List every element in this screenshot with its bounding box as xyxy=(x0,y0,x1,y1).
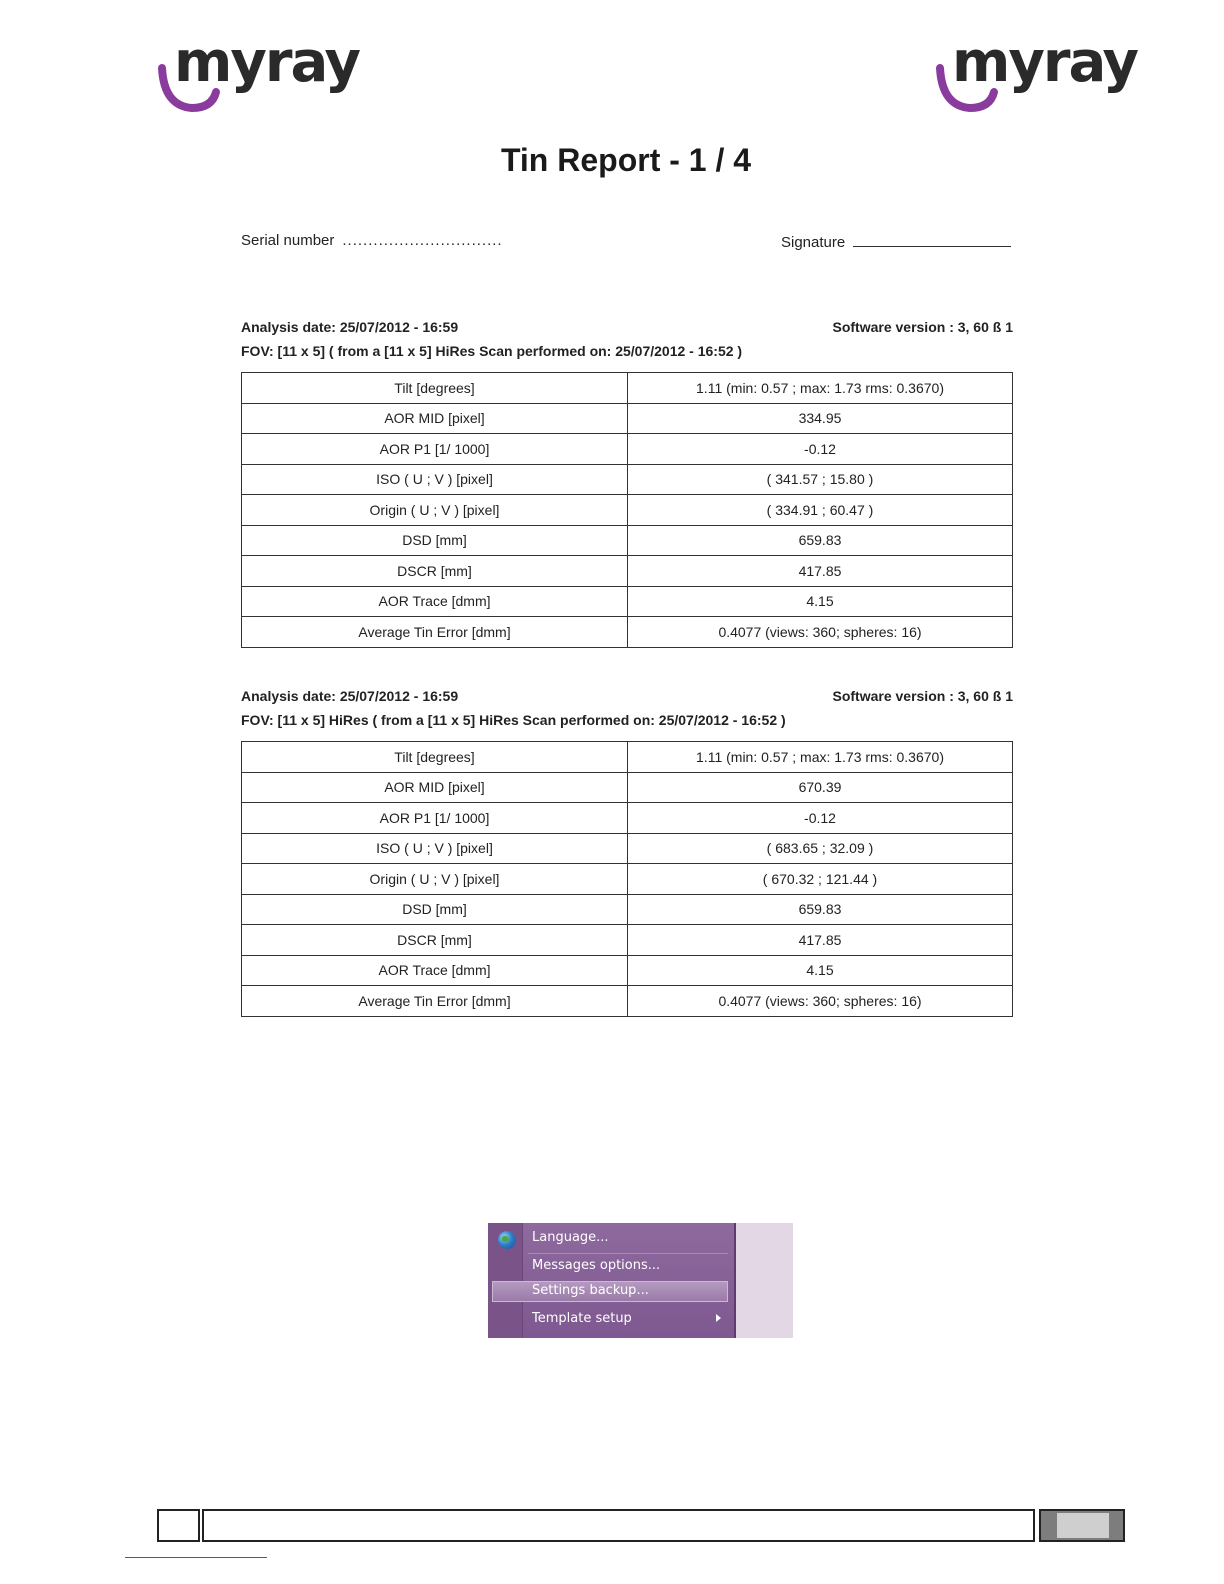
value-cell: 659.83 xyxy=(628,525,1013,556)
table-row xyxy=(242,617,1013,648)
menu-item-language[interactable]: Language... xyxy=(532,1230,609,1245)
serial-number-label: Serial number xyxy=(241,232,335,249)
value-cell: ( 683.65 ; 32.09 ) xyxy=(628,833,1013,864)
serial-number-dots: ............................... xyxy=(342,232,503,249)
table-row xyxy=(242,373,1013,404)
table-row xyxy=(242,955,1013,986)
param-cell: AOR P1 [1/ 1000] xyxy=(242,434,628,465)
param-cell: Origin ( U ; V ) [pixel] xyxy=(242,864,628,895)
logo-text: myray xyxy=(174,30,360,95)
param-cell: AOR P1 [1/ 1000] xyxy=(242,803,628,834)
analysis-meta-row xyxy=(241,688,1013,709)
value-cell: ( 341.57 ; 15.80 ) xyxy=(628,464,1013,495)
param-cell: ISO ( U ; V ) [pixel] xyxy=(242,464,628,495)
logo-text: myray xyxy=(952,30,1138,95)
table-row xyxy=(242,986,1013,1017)
table-row xyxy=(242,833,1013,864)
value-cell: ( 670.32 ; 121.44 ) xyxy=(628,864,1013,895)
param-cell: Tilt [degrees] xyxy=(242,742,628,773)
table-row xyxy=(242,803,1013,834)
table-row xyxy=(242,434,1013,465)
options-context-menu xyxy=(488,1223,793,1338)
value-cell: 4.15 xyxy=(628,586,1013,617)
value-cell: -0.12 xyxy=(628,434,1013,465)
table-row xyxy=(242,464,1013,495)
globe-icon xyxy=(498,1231,516,1249)
table-row xyxy=(242,772,1013,803)
myray-logo-left xyxy=(156,30,360,114)
footer-tab-inner xyxy=(1057,1513,1109,1538)
signature-field xyxy=(781,232,1011,251)
results-table xyxy=(241,741,1013,1017)
serial-number-field xyxy=(241,232,503,249)
param-cell: AOR MID [pixel] xyxy=(242,772,628,803)
signature-label: Signature xyxy=(781,234,846,251)
param-cell: Tilt [degrees] xyxy=(242,373,628,404)
value-cell: -0.12 xyxy=(628,803,1013,834)
value-cell: ( 334.91 ; 60.47 ) xyxy=(628,495,1013,526)
param-cell: DSD [mm] xyxy=(242,525,628,556)
submenu-arrow-icon xyxy=(716,1314,721,1322)
analysis-section-1 xyxy=(241,319,1013,648)
param-cell: Average Tin Error [dmm] xyxy=(242,986,628,1017)
table-row xyxy=(242,556,1013,587)
value-cell: 1.11 (min: 0.57 ; max: 1.73 rms: 0.3670) xyxy=(628,373,1013,404)
footer-title-box xyxy=(202,1509,1035,1542)
table-row xyxy=(242,525,1013,556)
param-cell: Average Tin Error [dmm] xyxy=(242,617,628,648)
value-cell: 0.4077 (views: 360; spheres: 16) xyxy=(628,986,1013,1017)
param-cell: AOR MID [pixel] xyxy=(242,403,628,434)
signature-line xyxy=(853,232,1011,247)
table-row xyxy=(242,586,1013,617)
footer-page-box xyxy=(157,1509,200,1542)
footer-tab-box xyxy=(1039,1509,1125,1542)
menu-separator xyxy=(528,1253,728,1254)
param-cell: DSCR [mm] xyxy=(242,556,628,587)
software-version: Software version : 3, 60 ß 1 xyxy=(832,688,1013,704)
menu-panel xyxy=(488,1223,736,1338)
value-cell: 0.4077 (views: 360; spheres: 16) xyxy=(628,617,1013,648)
value-cell: 334.95 xyxy=(628,403,1013,434)
software-version: Software version : 3, 60 ß 1 xyxy=(832,319,1013,335)
fov-description: FOV: [11 x 5] HiRes ( from a [11 x 5] HiRes Scan performed on: 25/07/2012 - 16:52 ) xyxy=(241,712,786,728)
param-cell: Origin ( U ; V ) [pixel] xyxy=(242,495,628,526)
table-row xyxy=(242,864,1013,895)
table-row xyxy=(242,894,1013,925)
analysis-section-2 xyxy=(241,688,1013,1017)
value-cell: 659.83 xyxy=(628,894,1013,925)
value-cell: 417.85 xyxy=(628,556,1013,587)
results-table xyxy=(241,372,1013,648)
fov-description: FOV: [11 x 5] ( from a [11 x 5] HiRes Scan performed on: 25/07/2012 - 16:52 ) xyxy=(241,343,743,359)
value-cell: 417.85 xyxy=(628,925,1013,956)
menu-item-settings-backup[interactable]: Settings backup... xyxy=(532,1283,649,1298)
menu-item-template-setup[interactable]: Template setup xyxy=(532,1311,632,1326)
analysis-date: Analysis date: 25/07/2012 - 16:59 xyxy=(241,319,459,335)
value-cell: 670.39 xyxy=(628,772,1013,803)
table-row xyxy=(242,403,1013,434)
param-cell: AOR Trace [dmm] xyxy=(242,586,628,617)
table-row xyxy=(242,925,1013,956)
menu-item-messages-options[interactable]: Messages options... xyxy=(532,1258,661,1273)
value-cell: 1.11 (min: 0.57 ; max: 1.73 rms: 0.3670) xyxy=(628,742,1013,773)
param-cell: DSD [mm] xyxy=(242,894,628,925)
analysis-meta-row xyxy=(241,319,1013,340)
param-cell: ISO ( U ; V ) [pixel] xyxy=(242,833,628,864)
table-row xyxy=(242,742,1013,773)
myray-logo-right xyxy=(934,30,1138,114)
analysis-date: Analysis date: 25/07/2012 - 16:59 xyxy=(241,688,459,704)
table-row xyxy=(242,495,1013,526)
report-title: Tin Report - 1 / 4 xyxy=(500,142,752,178)
footer-rule xyxy=(125,1557,267,1558)
param-cell: AOR Trace [dmm] xyxy=(242,955,628,986)
param-cell: DSCR [mm] xyxy=(242,925,628,956)
value-cell: 4.15 xyxy=(628,955,1013,986)
